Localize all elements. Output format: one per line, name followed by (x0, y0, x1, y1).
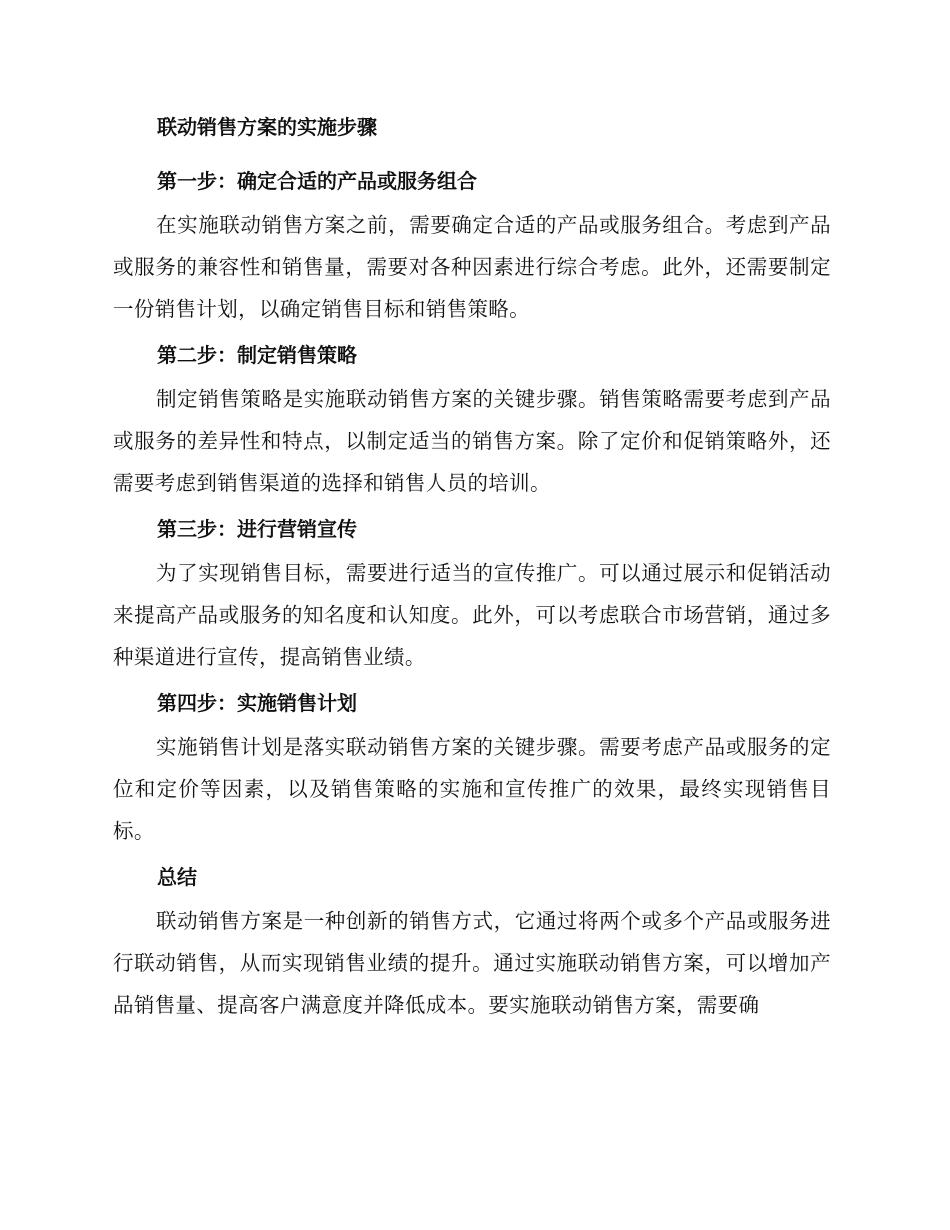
section-body-summary: 联动销售方案是一种创新的销售方式，它通过将两个或多个产品或服务进行联动销售，从而实现销售业绩的提升。通过实施联动销售方案，可以增加产品销售量、提高客户满意度并降低成本。要实施联动销售方案，需要确 (113, 909, 831, 1017)
section-heading-summary: 总结 (157, 865, 197, 889)
section-heading-step-1: 第一步：确定合适的产品或服务组合 (157, 169, 477, 193)
section-heading-step-3: 第三步：进行营销宣传 (157, 517, 357, 541)
section-body-step-3: 为了实现销售目标，需要进行适当的宣传推广。可以通过展示和促销活动来提高产品或服务的知名度和认知度。此外，可以考虑联合市场营销，通过多种渠道进行宣传，提高销售业绩。 (113, 561, 831, 669)
document-body (113, 108, 831, 1032)
section-body-step-4: 实施销售计划是落实联动销售方案的关键步骤。需要考虑产品或服务的定位和定价等因素，以及销售策略的实施和宣传推广的效果，最终实现销售目标。 (113, 735, 831, 843)
section-heading-step-2: 第二步：制定销售策略 (157, 343, 357, 367)
section-body-step-2: 制定销售策略是实施联动销售方案的关键步骤。销售策略需要考虑到产品或服务的差异性和特点，以制定适当的销售方案。除了定价和促销策略外，还需要考虑到销售渠道的选择和销售人员的培训。 (113, 387, 831, 495)
document-title: 联动销售方案的实施步骤 (157, 115, 377, 139)
section-heading-step-4: 第四步：实施销售计划 (157, 691, 357, 715)
section-body-step-1: 在实施联动销售方案之前，需要确定合适的产品或服务组合。考虑到产品或服务的兼容性和销售量，需要对各种因素进行综合考虑。此外，还需要制定一份销售计划，以确定销售目标和销售策略。 (113, 213, 831, 321)
